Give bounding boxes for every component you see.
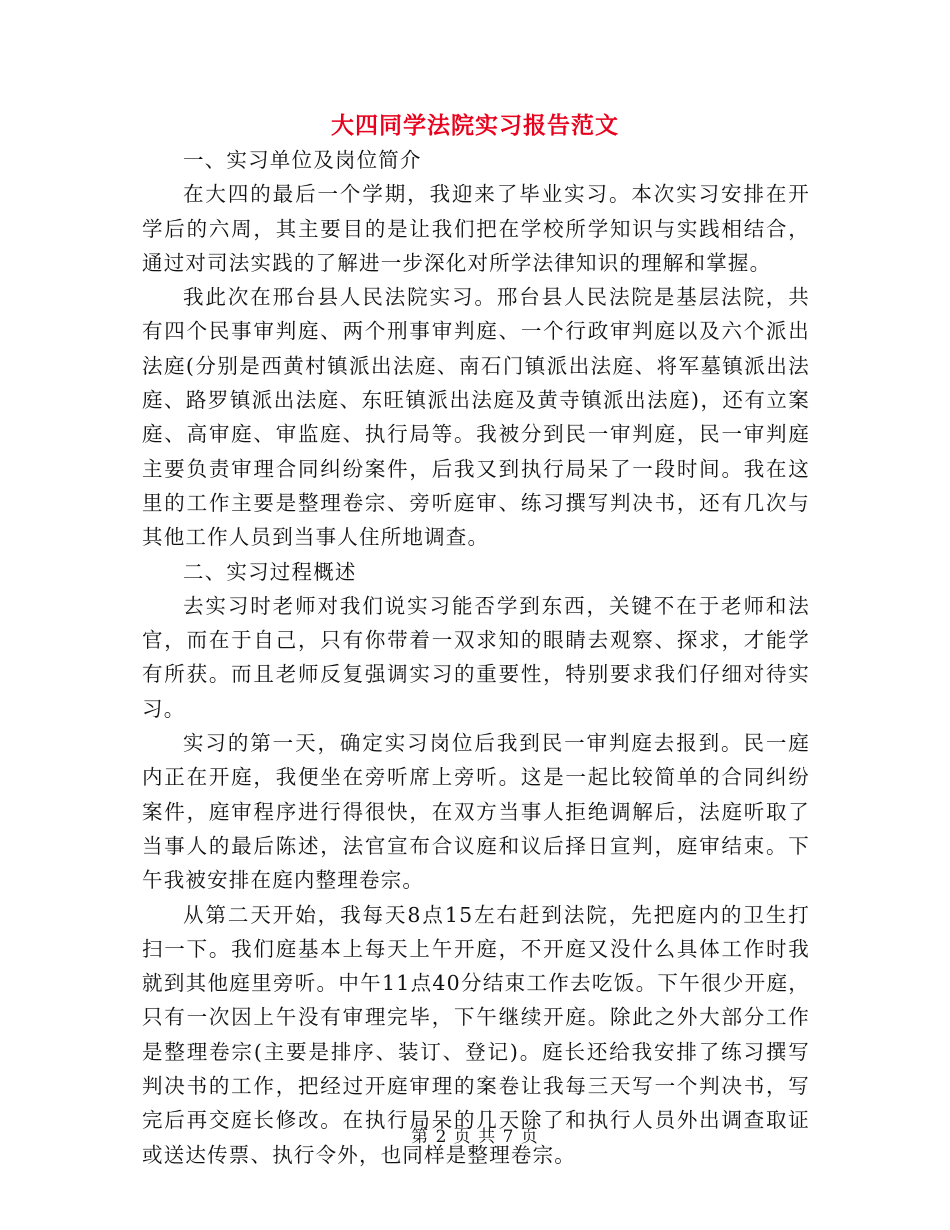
section-heading-1: 一、实习单位及岗位简介 <box>183 148 422 172</box>
body-paragraph: 在大四的最后一个学期，我迎来了毕业实习。本次实习安排在开学后的六周，其主要目的是让我们把在学校所学知识与实践相结合，通过对司法实践的了解进一步深化对所学法律知识的理解和掌握。 <box>142 182 810 275</box>
body-paragraph: 从第二天开始，我每天8点15左右赶到法院，先把庭内的卫生打扫一下。我们庭基本上每天上午开庭，不开庭又没什么具体工作时我就到其他庭里旁听。中午11点40分结束工作去吃饭。下午很少开庭，只有一次因上午没有审理完毕，下午继续开庭。除此之外大部分工作是整理卷宗(主要是排序、装订、登记)。庭长还给我安排了练习撰写判决书的工作，把经过开庭审理的案卷让我每三天写一个判决书，写完后再交庭长修改。在执行局呆的几天除了和执行人员外出调查取证或送达传票、执行令外，也同样是整理卷宗。 <box>142 902 810 1167</box>
document-body <box>142 143 810 1172</box>
section-heading-2: 二、实习过程概述 <box>183 559 357 584</box>
body-paragraph: 实习的第一天，确定实习岗位后我到民一审判庭去报到。民一庭内正在开庭，我便坐在旁听席上旁听。这是一起比较简单的合同纠纷案件，庭审程序进行得很快，在双方当事人拒绝调解后，法庭听取了当事人的最后陈述，法官宣布合议庭和议后择日宣判，庭审结束。下午我被安排在庭内整理卷宗。 <box>142 731 810 893</box>
page-number-footer: 第 2 页 共 7 页 <box>411 1127 539 1147</box>
body-paragraph: 去实习时老师对我们说实习能否学到东西，关键不在于老师和法官，而在于自己，只有你带着一双求知的眼睛去观察、探求，才能学有所获。而且老师反复强调实习的重要性，特别要求我们仔细对待实习。 <box>142 593 810 721</box>
document-title: 大四同学法院实习报告范文 <box>331 112 619 139</box>
body-paragraph: 我此次在邢台县人民法院实习。邢台县人民法院是基层法院，共有四个民事审判庭、两个刑事审判庭、一个行政审判庭以及六个派出法庭(分别是西黄村镇派出法庭、南石门镇派出法庭、将军墓镇派出法庭、路罗镇派出法庭、东旺镇派出法庭及黄寺镇派出法庭)，还有立案庭、高审庭、审监庭、执行局等。我被分到民一审判庭，民一审判庭主要负责审理合同纠纷案件，后我又到执行局呆了一段时间。我在这里的工作主要是整理卷宗、旁听庭审、练习撰写判决书，还有几次与其他工作人员到当事人住所地调查。 <box>142 285 810 550</box>
